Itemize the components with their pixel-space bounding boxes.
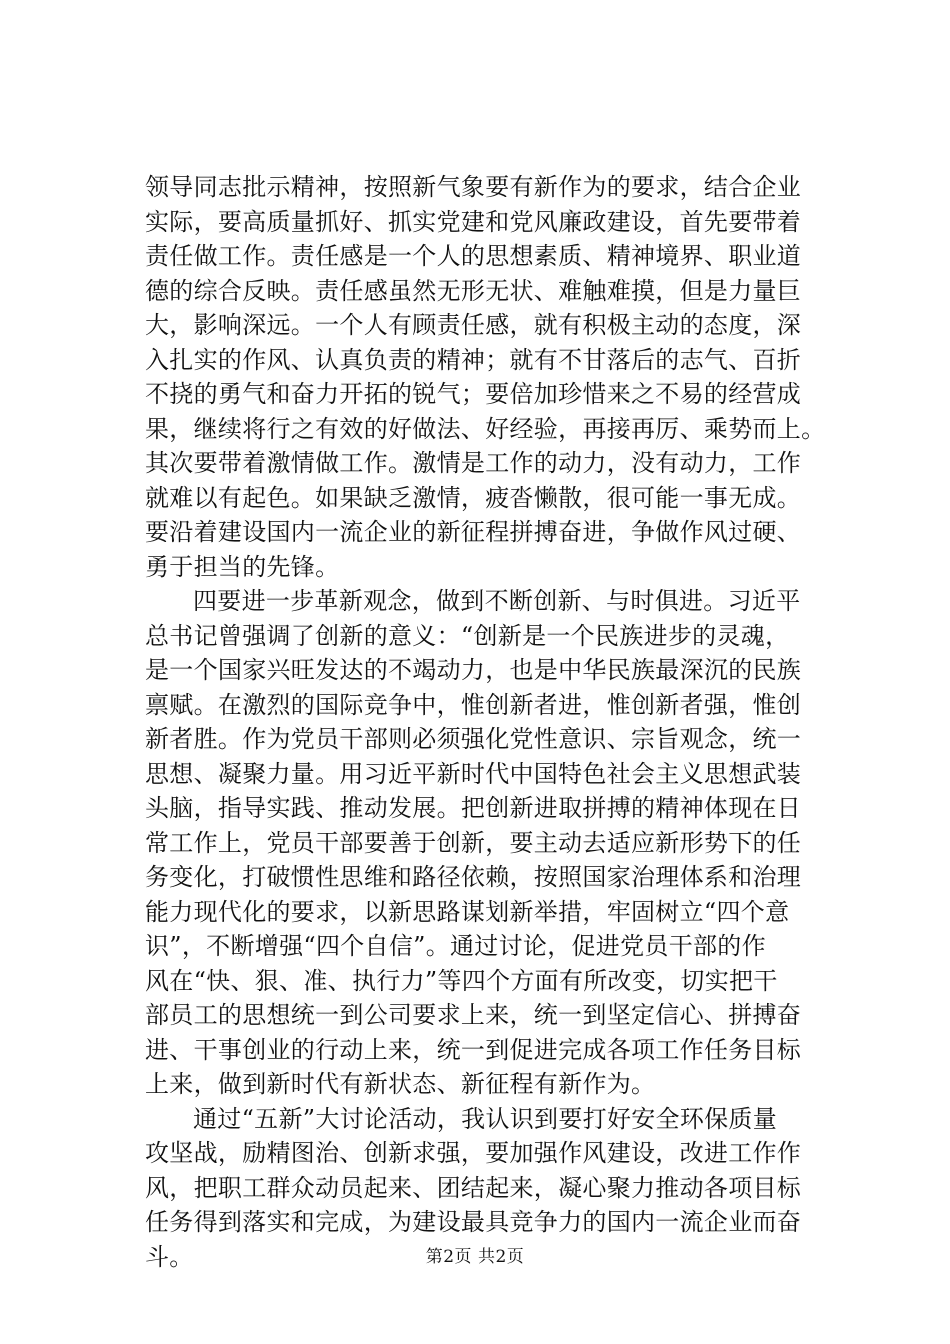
text-line: 要沿着建设国内一流企业的新征程拼搏奋进，争做作风过硬、 xyxy=(145,518,802,546)
text-line: 新者胜。作为党员干部则必须强化党性意识、宗旨观念，统一 xyxy=(145,725,802,753)
text-line: 风，把职工群众动员起来、团结起来，凝心聚力推动各项目标 xyxy=(145,1173,802,1202)
page-number-footer: 第2页 共2页 xyxy=(425,1247,525,1267)
text-line: 实际，要高质量抓好、抓实党建和党风廉政建设，首先要带着 xyxy=(145,207,802,236)
text-line: 进、干事创业的行动上来，统一到促进完成各项工作任务目标 xyxy=(145,1035,802,1064)
text-line: 禀赋。在激烈的国际竞争中，惟创新者进，惟创新者强，惟创 xyxy=(145,690,802,719)
text-line: 大，影响深远。一个人有顾责任感，就有积极主动的态度，深 xyxy=(145,311,802,339)
text-line: 领导同志批示精神，按照新气象要有新作为的要求，结合企业 xyxy=(145,173,802,201)
text-line: 头脑，指导实践、推动发展。把创新进取拼搏的精神体现在日 xyxy=(145,794,802,822)
text-line: 不挠的勇气和奋力开拓的锐气；要倍加珍惜来之不易的经营成 xyxy=(145,380,802,408)
text-line: 总书记曾强调了创新的意义：“创新是一个民族进步的灵魂， xyxy=(145,621,790,650)
text-line: 就难以有起色。如果缺乏激情，疲沓懒散，很可能一事无成。 xyxy=(145,483,802,512)
text-line: 上来，做到新时代有新状态、新征程有新作为。 xyxy=(145,1070,656,1098)
text-line: 能力现代化的要求，以新思路谋划新举措，牢固树立“四个意 xyxy=(145,897,790,926)
text-line: 入扎实的作风、认真负责的精神；就有不甘落后的志气、百折 xyxy=(145,345,802,374)
text-line: 是一个国家兴旺发达的不竭动力，也是中华民族最深沉的民族 xyxy=(145,656,802,684)
text-line: 果，继续将行之有效的好做法、好经验，再接再厉、乘势而上。 xyxy=(145,414,826,443)
text-line: 识”，不断增强“四个自信”。通过讨论，促进党员干部的作 xyxy=(145,932,766,960)
text-line: 责任做工作。责任感是一个人的思想素质、精神境界、职业道 xyxy=(145,242,802,270)
text-line: 任务得到落实和完成，为建设最具竞争力的国内一流企业而奋 xyxy=(145,1208,802,1236)
paragraph-first-line: 四要进一步革新观念，做到不断创新、与时俱进。习近平 xyxy=(193,587,801,615)
text-line: 斗。 xyxy=(145,1242,194,1271)
text-line: 部员工的思想统一到公司要求上来，统一到坚定信心、拼搏奋 xyxy=(145,1001,802,1029)
text-line: 常工作上，党员干部要善于创新，要主动去适应新形势下的任 xyxy=(145,828,802,857)
text-line: 思想、凝聚力量。用习近平新时代中国特色社会主义思想武装 xyxy=(145,759,802,788)
text-line: 德的综合反映。责任感虽然无形无状、难触难摸，但是力量巨 xyxy=(145,276,802,305)
document-body xyxy=(145,170,826,1274)
text-line: 其次要带着激情做工作。激情是工作的动力，没有动力，工作 xyxy=(145,449,802,477)
text-line: 务变化，打破惯性思维和路径依赖，按照国家治理体系和治理 xyxy=(145,863,802,891)
text-line: 风在“快、狠、准、执行力”等四个方面有所改变，切实把干 xyxy=(145,966,778,995)
text-line: 勇于担当的先锋。 xyxy=(145,552,340,581)
paragraph-first-line: 通过“五新”大讨论活动，我认识到要打好安全环保质量 xyxy=(193,1104,778,1133)
text-line: 攻坚战，励精图治、创新求强，要加强作风建设，改进工作作 xyxy=(145,1139,802,1167)
